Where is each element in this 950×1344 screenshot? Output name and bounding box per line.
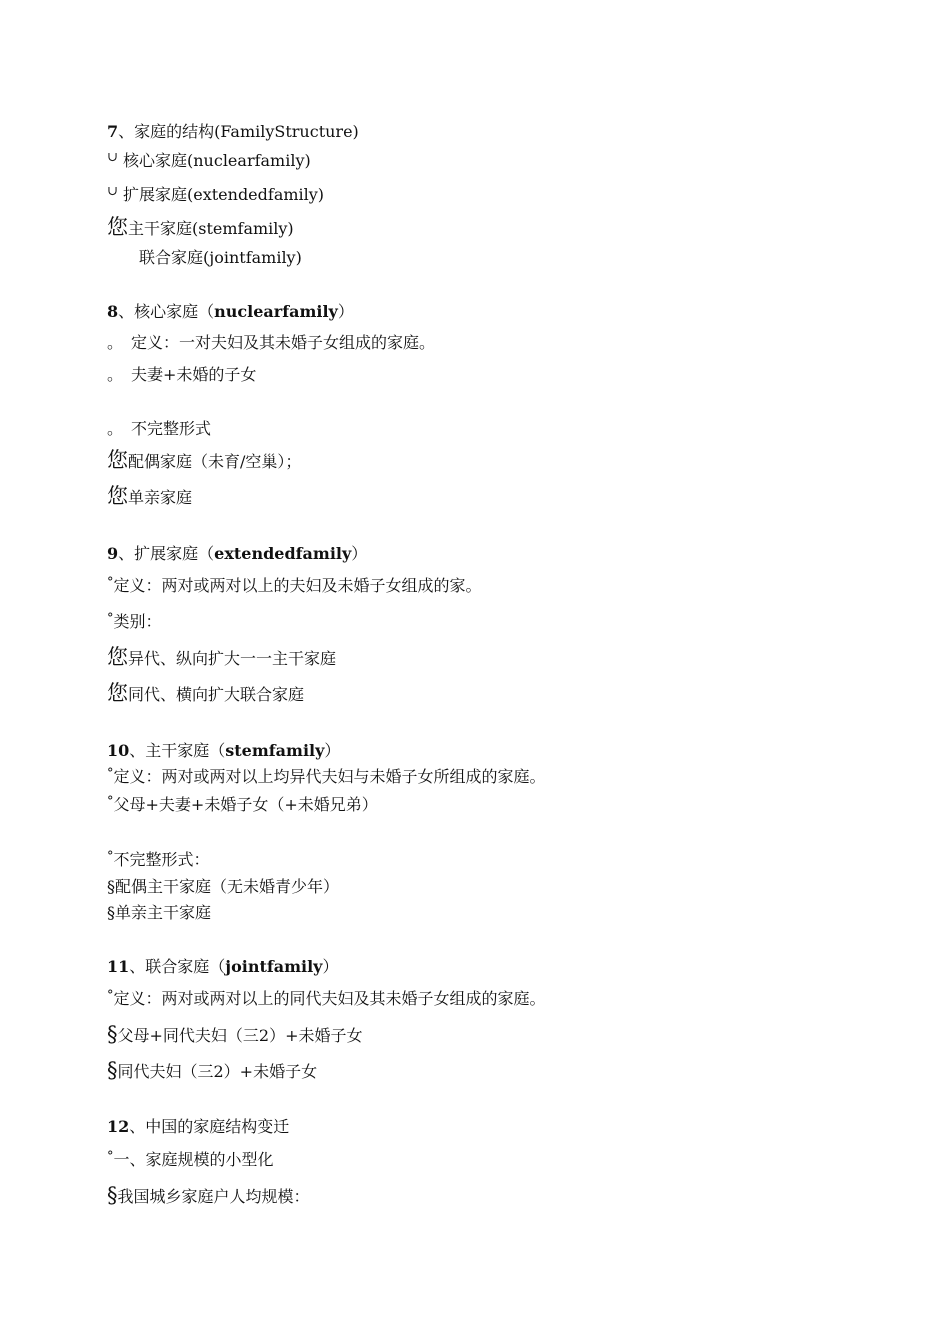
union-bullet: ∪: [107, 150, 118, 165]
degree-bullet: °: [107, 575, 114, 590]
heading-term: stemfamily: [225, 741, 325, 760]
list-item: [107, 450, 301, 472]
list-item-text: 夫妻+未婚的子女: [131, 365, 257, 384]
circle-bullet: 。: [107, 419, 124, 438]
heading-text: 、中国的家庭结构变迁: [129, 1117, 290, 1136]
list-item-text: 父母+夫妻+未婚子女（+未婚兄弟）: [113, 795, 378, 814]
list-item-text: 定义：两对或两对以上的夫妇及未婚子女组成的家。: [113, 576, 482, 595]
list-item: [107, 1060, 317, 1082]
list-item-text: 一、家庭规模的小型化: [113, 1150, 274, 1169]
heading-text: ）: [324, 741, 341, 760]
list-item-text: 扩展家庭(extendedfamily): [123, 185, 325, 204]
list-item-text: 定义：两对或两对以上均异代夫妇与未婚子女所组成的家庭。: [113, 767, 546, 786]
list-item: [107, 612, 162, 634]
list-item-text: 同代夫妇（三2）+未婚子女: [117, 1062, 318, 1081]
degree-bullet: °: [107, 849, 114, 864]
heading-text: 、家庭的结构(FamilyStructure): [118, 122, 359, 141]
list-item: [107, 795, 378, 817]
heading-number: 9: [107, 544, 119, 563]
list-item-text: 定义：一对夫妇及其未婚子女组成的家庭。: [131, 333, 436, 352]
heading-number: 12: [107, 1117, 130, 1136]
list-item: [107, 903, 211, 923]
list-item-text: 不完整形式：: [113, 850, 210, 869]
glyph-bullet: 您: [107, 448, 128, 472]
list-item: [139, 248, 302, 268]
degree-bullet: °: [107, 611, 114, 626]
list-item-text: 定义：两对或两对以上的同代夫妇及其未婚子女组成的家庭。: [113, 989, 546, 1008]
section-sign-bullet: §: [107, 1183, 118, 1207]
list-item-text: 配偶家庭（未育/空巢）；: [128, 452, 302, 471]
heading-number: 8: [107, 302, 119, 321]
heading-text: ）: [337, 302, 354, 321]
list-item-text: 单亲主干家庭: [115, 903, 212, 922]
glyph-bullet: 您: [107, 215, 128, 239]
circle-bullet: 。: [107, 333, 124, 352]
circle-bullet: 。: [107, 365, 124, 384]
section-sign-bullet: §: [107, 903, 115, 922]
section-sign-bullet: §: [107, 877, 115, 896]
list-item: [107, 1150, 274, 1172]
heading-text: ）: [351, 544, 368, 563]
list-item-text: 主干家庭(stemfamily): [128, 219, 294, 238]
degree-bullet: °: [107, 988, 114, 1003]
list-item: [107, 683, 304, 705]
list-item: [107, 1185, 310, 1207]
heading-9: [107, 544, 367, 564]
list-item-text: 父母+同代夫妇（三2）+未婚子女: [117, 1026, 363, 1045]
list-item: [107, 419, 211, 439]
list-item: [107, 151, 311, 173]
list-item: [107, 647, 336, 669]
degree-bullet: °: [107, 1149, 114, 1164]
heading-term: nuclearfamily: [214, 302, 338, 321]
list-item: [107, 1024, 363, 1046]
list-item: [107, 877, 339, 897]
glyph-bullet: 您: [107, 484, 128, 508]
list-item-text: 不完整形式: [131, 419, 212, 438]
section-sign-bullet: §: [107, 1022, 118, 1046]
list-item-text: 同代、横向扩大联合家庭: [128, 685, 305, 704]
heading-12: [107, 1117, 289, 1137]
list-item-text: 配偶主干家庭（无未婚青少年）: [115, 877, 340, 896]
heading-text: 、核心家庭（: [118, 302, 215, 321]
list-item: [107, 333, 435, 353]
list-item: [107, 850, 210, 872]
list-item: [107, 989, 546, 1011]
glyph-bullet: 您: [107, 681, 128, 705]
heading-8: [107, 302, 354, 322]
heading-text: ）: [322, 957, 339, 976]
list-item: [107, 365, 256, 385]
list-item-text: 我国城乡家庭户人均规模：: [117, 1187, 310, 1206]
section-sign-bullet: §: [107, 1058, 118, 1082]
degree-bullet: °: [107, 766, 114, 781]
list-item-text: 核心家庭(nuclearfamily): [123, 151, 311, 170]
union-bullet: ∪: [107, 184, 118, 199]
heading-number: 10: [107, 741, 130, 760]
list-item: [107, 185, 324, 207]
heading-text: 、主干家庭（: [129, 741, 226, 760]
heading-term: jointfamily: [225, 957, 323, 976]
list-item: [107, 217, 294, 239]
heading-term: extendedfamily: [214, 544, 352, 563]
list-item: [107, 576, 482, 598]
list-item: [107, 767, 546, 789]
heading-text: 、扩展家庭（: [118, 544, 215, 563]
list-item-text: 单亲家庭: [128, 488, 193, 507]
glyph-bullet: 您: [107, 645, 128, 669]
heading-7: [107, 122, 359, 142]
heading-text: 、联合家庭（: [129, 957, 226, 976]
list-item-text: 异代、纵向扩大一一主干家庭: [128, 649, 337, 668]
heading-11: [107, 957, 339, 977]
heading-number: 7: [107, 122, 119, 141]
list-item-text: 联合家庭(jointfamily): [139, 248, 302, 267]
list-item: [107, 486, 192, 508]
degree-bullet: °: [107, 794, 114, 809]
heading-number: 11: [107, 957, 130, 976]
list-item-text: 类别：: [113, 612, 162, 631]
heading-10: [107, 741, 340, 761]
